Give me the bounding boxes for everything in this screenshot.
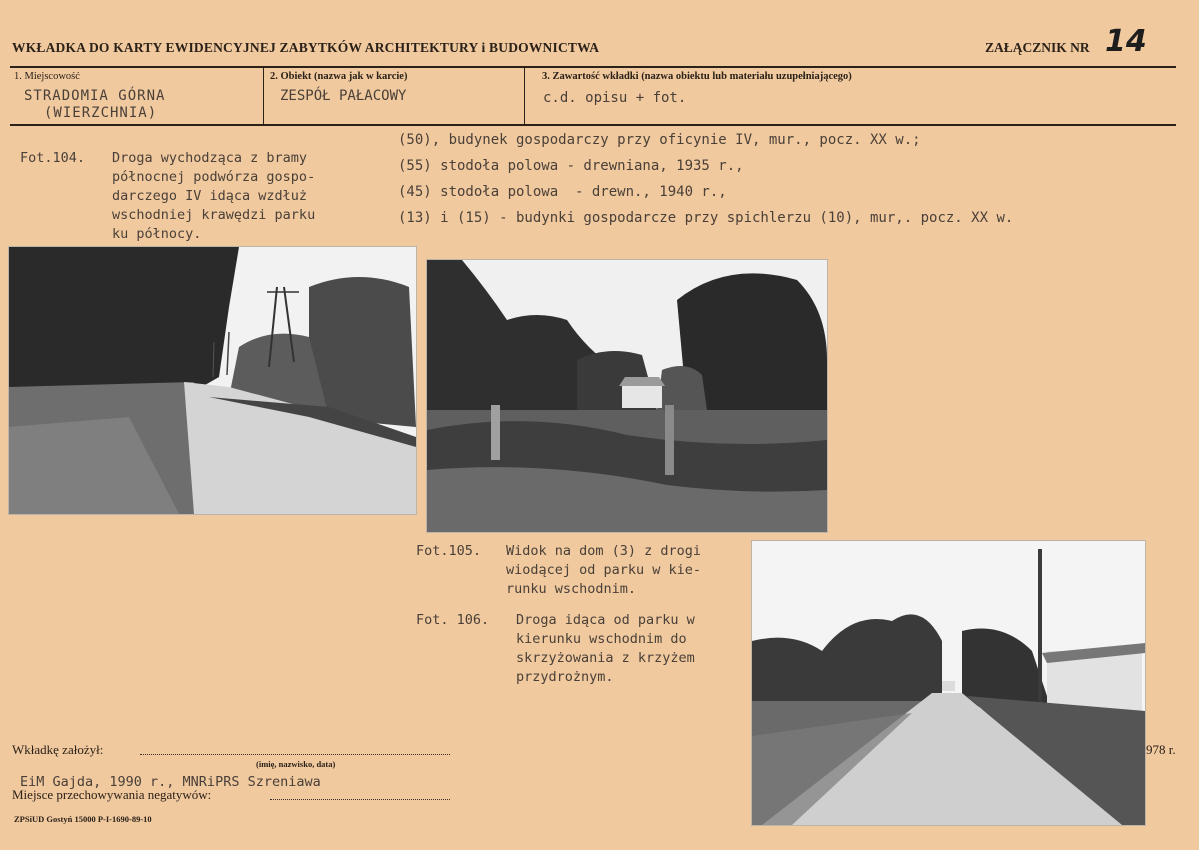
printer-imprint: ZPSiUD Gostyń 15000 P-I-1690-89-10 [14, 814, 152, 824]
created-dotted-line [140, 754, 450, 755]
negatives-label: Miejsce przechowywania negatywów: [12, 787, 212, 802]
fot106-number: Fot. 106. [416, 612, 490, 628]
attachment-number: 14 [1105, 24, 1147, 59]
created-value: EiM Gajda, 1990 r., MNRiPRS Szreniawa [20, 774, 321, 790]
photo-104 [8, 246, 417, 515]
photo-105-house-view-image [427, 260, 827, 532]
fot104-number: Fot.104. [20, 150, 86, 166]
content-value: c.d. opisu + fot. [543, 90, 687, 106]
locality-value-sub: (WIERZCHNIA) [44, 105, 158, 121]
photo-106 [751, 540, 1146, 826]
year-suffix: 978 r. [1146, 742, 1176, 757]
description-line-2: (55) stodoła polowa - drewniana, 1935 r., [398, 158, 744, 174]
photo-104-road-image [9, 247, 416, 514]
description-line-1: (50), budynek gospodarczy przy oficynie IV, mur., pocz. XX w.; [398, 132, 921, 148]
created-label: Wkładkę założył: [12, 742, 104, 757]
negatives-dotted-line [270, 799, 450, 800]
locality-value: STRADOMIA GÓRNA [24, 88, 166, 104]
photo-105 [426, 259, 828, 533]
description-line-3: (45) stodoła polowa - drewn., 1940 r., [398, 184, 727, 200]
fot105-number: Fot.105. [416, 543, 482, 559]
created-hint: (imię, nazwisko, data) [256, 759, 336, 769]
description-line-4: (13) i (15) - budynki gospodarcze przy spichlerzu (10), mur,. pocz. XX w. [398, 210, 1014, 226]
locality-label: 1. Miejscowość [14, 71, 80, 82]
photo-106-road-image [752, 541, 1145, 825]
content-label: 3. Zawartość wkładki (nazwa obiektu lub materiału uzupełniającego) [542, 71, 852, 82]
attachment-label: ZAŁĄCZNIK NR [985, 40, 1090, 55]
fields-rule [10, 124, 1176, 126]
fot104-caption: Droga wychodząca z bramy północnej podwórza gospo- darczego IV idąca wzdłuż wschodniej krawędzi parku ku północy. [112, 150, 316, 242]
header-rule [10, 66, 1176, 68]
fot106-caption: Droga idąca od parku w kierunku wschodnim do skrzyżowania z krzyżem przydrożnym. [516, 612, 695, 685]
card-title: WKŁADKA DO KARTY EWIDENCYJNEJ ZABYTKÓW ARCHITEKTURY i BUDOWNICTWA [12, 40, 600, 55]
object-value: ZESPÓŁ PAŁACOWY [280, 88, 407, 104]
field-divider-2 [524, 68, 525, 124]
fot105-caption: Widok na dom (3) z drogi wiodącej od parku w kie- runku wschodnim. [506, 543, 702, 597]
field-divider-1 [263, 68, 264, 124]
object-label: 2. Obiekt (nazwa jak w karcie) [270, 71, 408, 82]
